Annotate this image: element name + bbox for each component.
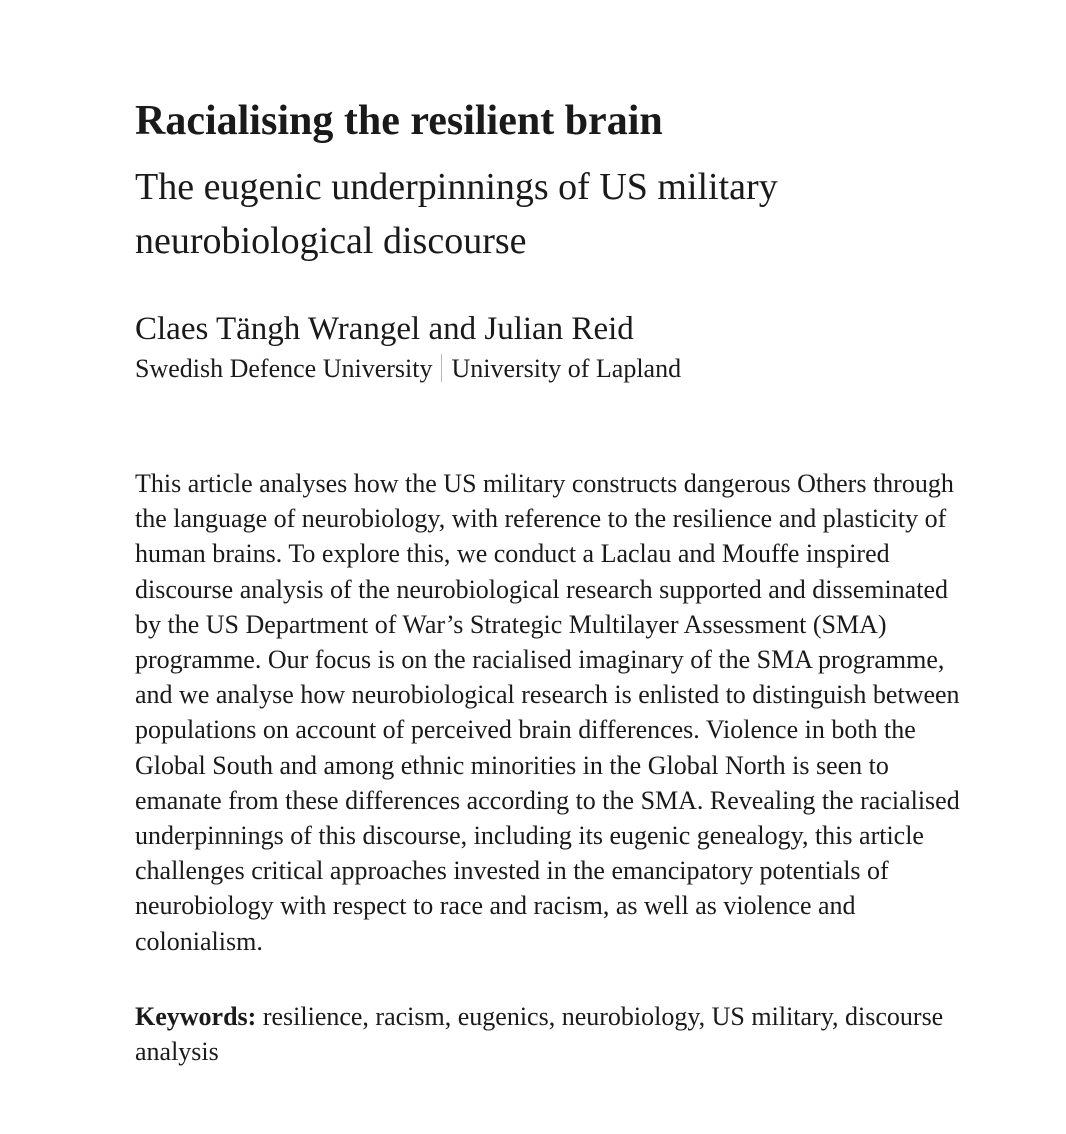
abstract: This article analyses how the US military constructs dangerous Others through the language of neurobiology, with reference to the resilience and plasticity of human brains. To explore this, we conduct a Laclau and Mouffe inspired discourse analysis of the neurobiological research supported and disseminated by the US Department of War’s Strategic Multilayer Assessment (SMA) programme. Our focus is on the racialised imaginary of the SMA programme, and we analyse how neurobiological research is enlisted to distinguish between populations on account of perceived brain differences. Violence in both the Global South and among ethnic minorities in the Global North is seen to emanate from these differences according to the SMA. Revealing the racialised underpinnings of this discourse, including its eugenic genealogy, this article challenges critical approaches invested in the emancipatory potentials of neurobiology with respect to race and racism, as well as violence and colonialism.: [135, 469, 960, 956]
keywords: [135, 999, 975, 1069]
affiliation-1: Swedish Defence University: [135, 354, 433, 383]
keywords-label: Keywords:: [135, 1002, 257, 1031]
article-subtitle: The eugenic underpinnings of US military neurobiological discourse: [135, 166, 778, 262]
affiliation-2: University of Lapland: [451, 354, 682, 383]
author-names: Claes Tängh Wrangel and Julian Reid: [135, 311, 634, 347]
affiliation-separator: [441, 354, 442, 382]
article-title: Racialising the resilient brain: [135, 98, 663, 144]
author-affiliations: [135, 352, 681, 386]
keywords-list: resilience, racism, eugenics, neurobiology, US military, discourse analysis: [135, 1002, 944, 1067]
